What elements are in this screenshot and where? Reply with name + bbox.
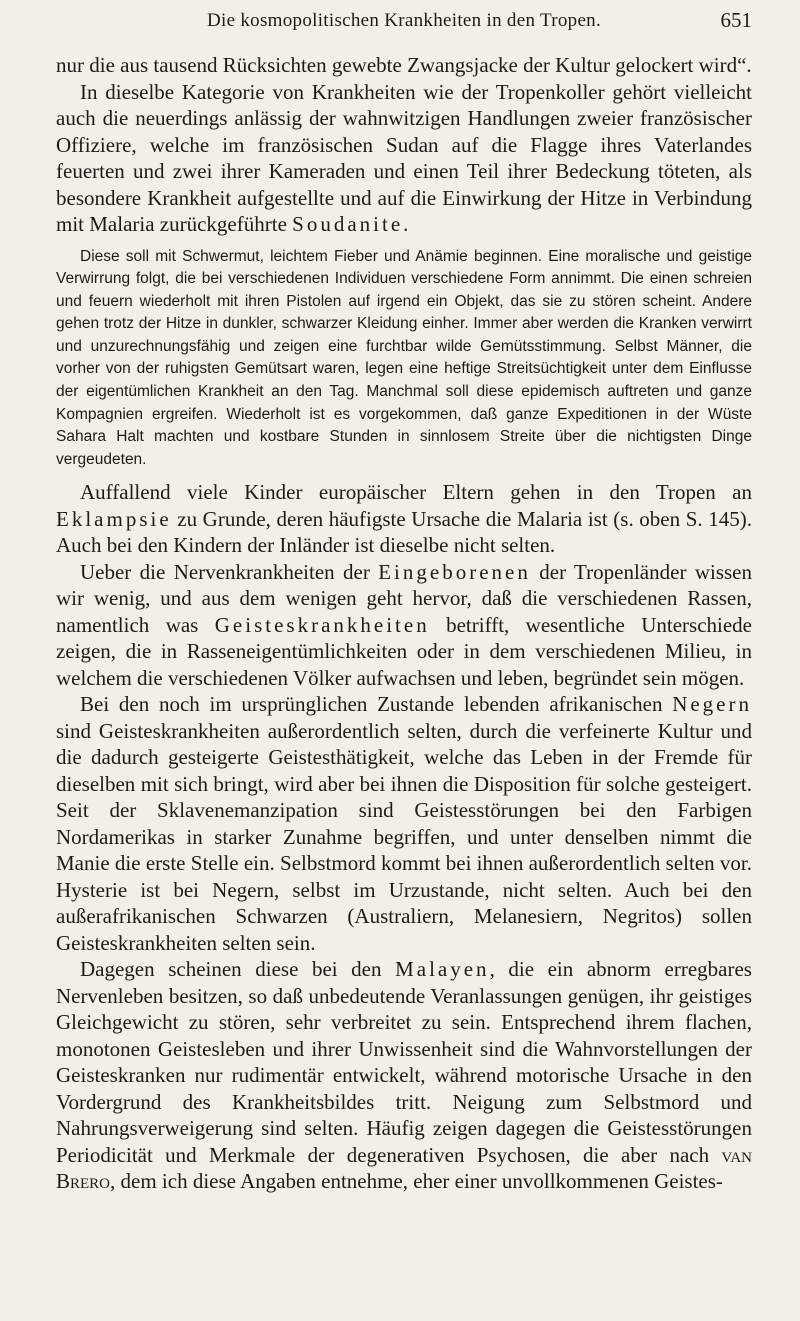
paragraph-soudanite: [56, 79, 752, 238]
paragraph-text: sind Geisteskrankheiten außerordentlich selten, durch die verfeinerte Kultur und die dadurch gesteigerte Geistesthätigkeit, welche das Leben in der Fremde für dieselben mit sich bringt, wird aber bei ihnen die Disposition für solche gesteigert. Seit der Sklavenemanzipation sind Geistesstörungen bei den Farbigen Nordamerikas in starker Zunahme begriffen, und unter denselben nimmt die Manie die erste Stelle ein. Selbstmord kommt bei ihnen außerordentlich selten vor. Hysterie ist bei Negern, selbst im Urzustande, nicht selten. Auch bei den außerafrikanischen Schwarzen (Australiern, Melanesiern, Negritos) sollen Geisteskrankheiten selten sein.: [56, 718, 752, 955]
page-header: [56, 8, 752, 36]
spaced-term: Soudanite: [292, 212, 404, 236]
paragraph-eklampsie: [56, 479, 752, 559]
paragraph-negern: [56, 691, 752, 956]
paragraph-text: In dieselbe Kategorie von Krankheiten wie der Tropenkoller gehört vielleicht auch die neuerdings anlässig der wahnwitzigen Handlungen zweier französischer Offiziere, welche im französischen Sudan auf die Flagge ihres Vaterlandes feuerten und zwei ihrer Kameraden und einen Teil ihrer Bedeckung töteten, als besondere Krankheit aufgestellte und auf die Einwirkung der Hitze in Verbindung mit Malaria zurückgeführte: [56, 79, 752, 236]
paragraph-eingeborene: [56, 559, 752, 692]
author-name: van Brero: [56, 1142, 752, 1194]
page-number: 651: [720, 8, 752, 32]
paragraph-text: Bei den noch im ursprünglichen Zustande lebenden afrikanischen: [80, 692, 673, 717]
paragraph-text: , die ein abnorm erregbares Nervenleben besitzen, so daß unbedeutende Veranlassungen genügen, ihr geistiges Gleichgewicht zu stören, sehr verbreitet zu sein. Entsprechend ihrem flachen, monotonen Geistesleben und ihrer Unwissenheit sind die Wahnvorstellungen der Geisteskranken nur rudimentär entwickelt, während motorische Ursache in den Vordergrund des Krankheitsbildes tritt. Neigung zum Selbstmord und Nahrungsverweigerung sind selten. Häufig zeigen dagegen die Geistesstörungen Periodicität und Merkmale der degenerativen Psychosen, die aber nach: [56, 957, 752, 1167]
paragraph-malayen: [56, 956, 752, 1195]
spaced-term: Eklampsie: [56, 506, 172, 531]
paragraph-continuation: [56, 52, 752, 79]
paragraph-text: nur die aus tausend Rücksichten gewebte Zwangsjacke der Kultur gelockert wird“.: [56, 53, 752, 77]
paragraph-text: Dagegen scheinen diese bei den: [80, 957, 396, 982]
paragraph-text: .: [403, 212, 409, 236]
body-text: [56, 52, 752, 1195]
paragraph-text: der Tropenländer wissen wir wenig, und aus dem wenigen geht hervor, daß die verschiedenen Rassen, namentlich was: [56, 559, 752, 637]
spaced-term: Negern: [672, 692, 752, 717]
paragraph-text: betrifft, wesentliche Unterschiede zeigen, die in Rasseneigentümlichkeiten oder in dem verschiedenen Milieu, in welchem die verschiedenen Völker aufwachsen und leben, begründet sein mögen.: [56, 612, 752, 690]
paragraph-text: , dem ich diese Angaben entnehme, eher einer unvollkommenen Geistes-: [110, 1169, 723, 1194]
spaced-term: Malayen: [395, 957, 490, 982]
running-title: Die kosmopolitischen Krankheiten in den Tropen.: [206, 10, 602, 31]
paragraph-text: Ueber die Nervenkrankheiten der: [80, 559, 379, 584]
spaced-term: Eingeborenen: [378, 559, 531, 584]
paragraph-text: zu Grunde, deren häufigste Ursache die Malaria ist (s. oben S. 145). Auch bei den Kindern der Inländer ist dieselbe nicht selten.: [56, 506, 752, 558]
paragraph-small-print: [56, 246, 752, 472]
spaced-term: Geisteskrankheiten: [214, 612, 430, 637]
paragraph-text: Diese soll mit Schwermut, leichtem Fieber und Anämie beginnen. Eine moralische und geistige Verwirrung folgt, die bei verschiedenen Individuen verschiedene Form annimmt. Die einen schreien und feuern wiederholt mit ihren Pistolen auf irgend ein Objekt, das sie zu stören scheint. Andere gehen trotz der Hitze in dunkler, schwarzer Kleidung einher. Immer aber werden die Kranken verwirrt und unzurechnungsfähig und zeigen eine furchtbar wilde Gemütsstimmung. Selbst Männer, die vorher von der ruhigsten Gemütsart waren, legen eine heftige Streitsüchtigkeit unter dem Einflusse der eigentümlichen Krankheit an den Tag. Manchmal soll diese epidemisch auftreten und ganze Kompagnien ergreifen. Wiederholt ist es vorgekommen, daß ganze Expeditionen in der Wüste Sahara Halt machten und kostbare Stunden in sinnlosem Streite über die nichtigsten Dinge vergeudeten.: [56, 247, 752, 468]
paragraph-text: Auffallend viele Kinder europäischer Eltern gehen in den Tropen an: [80, 480, 752, 505]
